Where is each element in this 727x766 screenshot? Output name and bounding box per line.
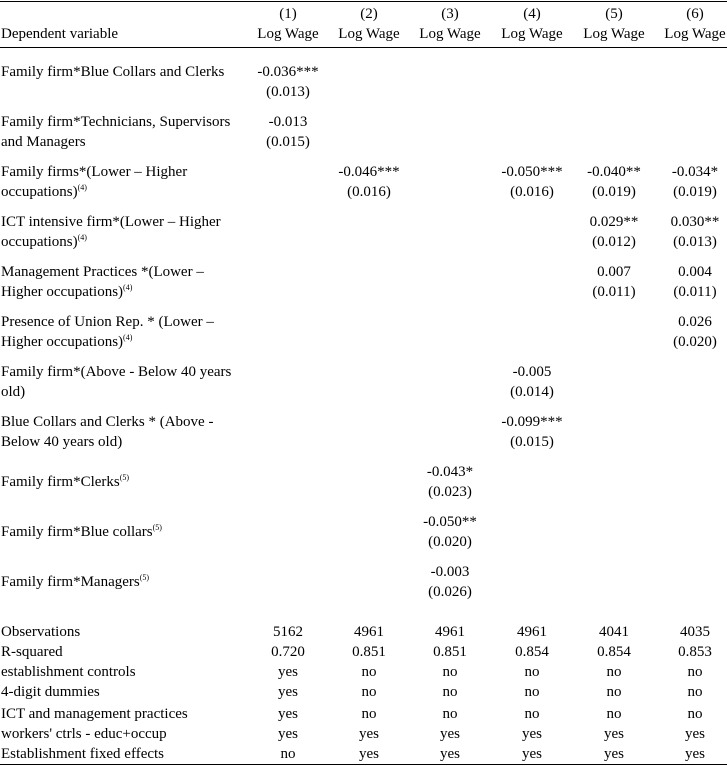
footer-value: yes (278, 664, 298, 680)
standard-error: (0.019) (592, 184, 636, 200)
standard-error: (0.019) (673, 184, 717, 200)
footer-label: Observations (1, 624, 81, 640)
column-number: (1) (279, 6, 297, 22)
footer-value: no (524, 706, 540, 722)
standard-error: (0.015) (510, 434, 554, 450)
footer-value: no (442, 684, 458, 700)
row-label-text: Family firm*Clerks (1, 474, 120, 490)
footer-value: no (524, 684, 540, 700)
coefficient: -0.040** (587, 164, 641, 180)
footer-value: no (606, 684, 622, 700)
footer-value: 0.851 (433, 644, 467, 660)
top-rule (0, 1, 727, 2)
footer-value: yes (359, 726, 379, 742)
standard-error: (0.016) (347, 184, 391, 200)
column-title: Log Wage (257, 26, 319, 42)
coefficient: -0.046*** (338, 164, 400, 180)
footer-value: yes (522, 726, 542, 742)
row-label (1, 362, 249, 402)
dependent-variable-label: Dependent variable (1, 26, 119, 42)
row-label-text: Blue Collars and Clerks * (Above - Below 40 years old) (1, 414, 214, 450)
column-title: Log Wage (338, 26, 400, 42)
footnote-marker: (5) (152, 523, 162, 532)
footer-value: yes (278, 706, 298, 722)
footer-label: workers' ctrls - educ+occup (1, 726, 167, 742)
footer-value: 0.854 (515, 644, 549, 660)
row-label (1, 312, 249, 352)
row-label (1, 212, 249, 252)
row-label (1, 62, 249, 82)
coefficient: 0.030** (670, 214, 720, 230)
footer-value: yes (440, 746, 460, 762)
column-number: (5) (605, 6, 623, 22)
coefficient: 0.004 (678, 264, 712, 280)
footer-value: 0.720 (271, 644, 305, 660)
footer-value: yes (278, 684, 298, 700)
coefficient: -0.099*** (501, 414, 563, 430)
footer-value: no (524, 664, 540, 680)
footer-value: no (280, 746, 296, 762)
footer-value: no (687, 664, 703, 680)
standard-error: (0.011) (592, 284, 636, 300)
footer-value: no (606, 664, 622, 680)
footer-value: no (606, 706, 622, 722)
footer-value: yes (604, 726, 624, 742)
bottom-rule (0, 764, 727, 765)
footer-value: yes (278, 726, 298, 742)
header-rule (0, 47, 727, 48)
coefficient: -0.005 (512, 364, 552, 380)
footer-value: yes (685, 726, 705, 742)
footer-value: yes (359, 746, 379, 762)
footer-label: establishment controls (1, 664, 136, 680)
footer-value: no (361, 664, 377, 680)
footer-label: R-squared (1, 644, 63, 660)
footer-value: 0.851 (352, 644, 386, 660)
footer-value: no (687, 706, 703, 722)
row-label-text: Management Practices *(Lower – Higher occupations) (1, 264, 204, 300)
footnote-marker: (4) (77, 233, 87, 242)
row-label-text: Family firm*(Above - Below 40 years old) (1, 364, 232, 400)
footer-value: 0.853 (678, 644, 712, 660)
coefficient: -0.003 (430, 564, 470, 580)
standard-error: (0.012) (592, 234, 636, 250)
standard-error: (0.026) (428, 584, 472, 600)
row-label (1, 262, 249, 302)
column-title: Log Wage (583, 26, 645, 42)
footer-value: yes (685, 746, 705, 762)
footer-label: ICT and management practices (1, 706, 188, 722)
footer-value: yes (440, 726, 460, 742)
row-label-text: Family firm*Blue collars (1, 524, 153, 540)
coefficient: 0.026 (678, 314, 712, 330)
column-title: Log Wage (501, 26, 563, 42)
column-title: Log Wage (664, 26, 726, 42)
footer-value: no (442, 664, 458, 680)
row-label-text: ICT intensive firm*(Lower – Higher occupations) (1, 214, 221, 250)
footnote-marker: (4) (77, 183, 87, 192)
standard-error: (0.015) (266, 134, 310, 150)
coefficient: 0.029** (589, 214, 639, 230)
footer-value: 4035 (680, 624, 710, 640)
footer-label: 4-digit dummies (1, 684, 100, 700)
footer-value: no (687, 684, 703, 700)
footer-value: no (361, 684, 377, 700)
row-label-text: Family firms*(Lower – Higher occupations) (1, 164, 188, 200)
footnote-marker: (4) (123, 333, 133, 342)
row-label (1, 112, 249, 152)
footer-value: no (442, 706, 458, 722)
standard-error: (0.013) (673, 234, 717, 250)
standard-error: (0.016) (510, 184, 554, 200)
row-label-text: Family firm*Blue Collars and Clerks (1, 64, 225, 80)
coefficient: -0.013 (268, 114, 308, 130)
footer-value: yes (522, 746, 542, 762)
column-title: Log Wage (419, 26, 481, 42)
row-label (1, 472, 249, 492)
row-label-text: Family firm*Technicians, Supervisors and Managers (1, 114, 231, 150)
footer-value: 4041 (599, 624, 629, 640)
column-number: (6) (686, 6, 704, 22)
row-label (1, 162, 249, 202)
coefficient: -0.034* (671, 164, 719, 180)
coefficient: -0.043* (426, 464, 474, 480)
footer-value: 5162 (273, 624, 303, 640)
coefficient: -0.050*** (501, 164, 563, 180)
footer-value: 4961 (435, 624, 465, 640)
column-number: (2) (360, 6, 378, 22)
footer-value: yes (604, 746, 624, 762)
footnote-marker: (5) (139, 573, 150, 582)
standard-error: (0.011) (673, 284, 717, 300)
footnote-marker: (5) (119, 473, 130, 482)
row-label (1, 522, 249, 542)
standard-error: (0.013) (266, 84, 310, 100)
footer-value: 4961 (517, 624, 547, 640)
coefficient: 0.007 (597, 264, 631, 280)
standard-error: (0.020) (428, 534, 472, 550)
coefficient: -0.050** (423, 514, 477, 530)
footer-value: no (361, 706, 377, 722)
standard-error: (0.020) (673, 334, 717, 350)
footer-value: 0.854 (597, 644, 631, 660)
column-number: (3) (441, 6, 459, 22)
column-number: (4) (523, 6, 541, 22)
footnote-marker: (4) (123, 283, 133, 292)
row-label (1, 412, 249, 452)
footer-value: 4961 (354, 624, 384, 640)
row-label (1, 572, 249, 592)
row-label-text: Presence of Union Rep. * (Lower – Higher occupations) (1, 314, 214, 350)
standard-error: (0.014) (510, 384, 554, 400)
row-label-text: Family firm*Managers (1, 574, 140, 590)
footer-label: Establishment fixed effects (1, 746, 165, 762)
standard-error: (0.023) (428, 484, 472, 500)
coefficient: -0.036*** (257, 64, 319, 80)
